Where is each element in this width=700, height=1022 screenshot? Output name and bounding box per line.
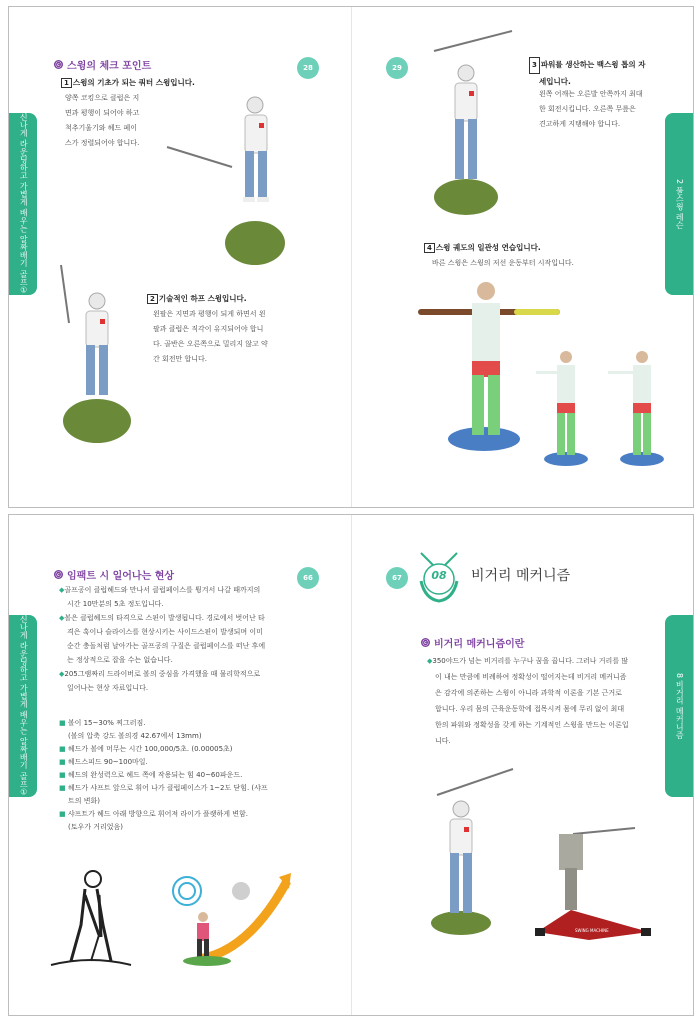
- page-number-left: 28: [297, 57, 319, 79]
- text-line: 견고하게 지탱해야 합니다.: [539, 120, 621, 128]
- chapter-number: 08: [431, 569, 447, 582]
- swing-plane-practice-photo: [414, 275, 684, 467]
- text-line: 팔과 클럽은 직각이 유지되어야 합니: [153, 325, 264, 333]
- page-fold: [351, 7, 352, 507]
- section-title: [54, 57, 151, 72]
- text-line: 는 정상적으로 잡을 수는 없습니다.: [67, 656, 173, 664]
- right-section-title: [421, 635, 524, 650]
- page-number-right: 29: [386, 57, 408, 79]
- text-line: 한의 파워와 정확성을 갖게 하는 기계적인 스윙을 만드는 이론입: [435, 721, 629, 729]
- text-line: 스가 정렬되어야 합니다.: [65, 139, 140, 147]
- square-bullet-icon: ■: [59, 745, 66, 753]
- item2-title: [147, 293, 247, 304]
- text-line: 시간 10만분의 5초 정도입니다.: [67, 600, 164, 608]
- item3-title: [529, 57, 646, 89]
- golfer-distance-photo: [417, 763, 527, 938]
- text-line: 간 회전만 합니다.: [153, 355, 208, 363]
- golfer-impact-sketch: [41, 865, 141, 970]
- page-number-left: 66: [297, 567, 319, 589]
- text-line: 헤드의 완성력으로 헤드 쪽에 작용되는 힘 40~60파운드.: [67, 771, 243, 779]
- item1-title: [61, 77, 195, 88]
- left-chapter-tab: 신나게 라운딩하고 가볍게 배우는 알짜배기 골프①: [9, 113, 37, 295]
- text-line: 트의 변화): [68, 797, 101, 805]
- machine-label: SWING MACHINE: [575, 928, 609, 933]
- text-line: 헤드스피드 90~100마일.: [67, 758, 148, 766]
- chapter-title: 비거리 메커니즘: [471, 568, 571, 584]
- text-line: 왼쪽 어깨는 오른발 안쪽까지 최대: [539, 90, 643, 98]
- diamond-icon: ◆: [59, 670, 65, 678]
- golfer-half-swing-photo: [49, 263, 149, 443]
- ball-flight-illustration: [159, 867, 294, 967]
- text-line: 골프공이 클럽헤드와 만나서 클럽페이스를 튕겨서 나갈 때까지의: [64, 586, 261, 594]
- text-line: 면과 평행이 되어야 하고: [65, 109, 140, 117]
- section-title-text: 임팩트 시 일어나는 현상: [67, 571, 175, 582]
- section-title-text: 스윙의 체크 포인트: [67, 61, 152, 72]
- text-line: 한 회전시킵니다. 오른쪽 무릎은: [539, 105, 636, 113]
- fact-item: [59, 743, 268, 756]
- text-line: 헤드가 볼에 머무는 시간 100,000/5초. (0.00005초): [67, 745, 233, 753]
- item1-body: [65, 91, 139, 151]
- square-bullet-icon: ■: [59, 771, 66, 779]
- item3-body: [539, 87, 643, 132]
- fact-item: [59, 782, 268, 795]
- swing-machine-photo: [529, 820, 659, 950]
- item1-number: 1: [61, 78, 72, 88]
- golfer-backswing-top-photo: [414, 25, 524, 215]
- item4-title: [424, 242, 541, 253]
- item4-title-text: 스윙 궤도의 일관성 연습입니다.: [435, 243, 541, 252]
- section-title: [54, 567, 174, 582]
- text-line: 양쪽 코킹으로 클럽은 지: [65, 94, 140, 102]
- text-line: 은 감각에 의존하는 스윙이 아니라 과학적 이론을 기본 근거로: [435, 689, 622, 697]
- bullet-item: [59, 583, 265, 611]
- right-chapter-tab: 2 풀스윙 레슨: [665, 113, 693, 295]
- text-line: 척추기울기와 헤드 페이: [65, 124, 138, 132]
- bullet-item: [59, 667, 265, 695]
- text-line: 샤프트가 헤드 아래 방향으로 휘어져 라이가 플랫하게 변함.: [67, 810, 248, 818]
- section-title-text: 비거리 메커니즘이란: [434, 639, 525, 650]
- text-line: (토우가 거리었음): [68, 823, 124, 831]
- text-line: 205그램짜리 드라이버로 볼의 중심을 가격했을 때 물리학적으로: [64, 670, 261, 678]
- item3-title-line: 파워를 생산하는 백스윙 톱의 자: [540, 60, 646, 69]
- impact-facts: [59, 717, 268, 834]
- text-line: 일어나는 현상 자료입니다.: [67, 684, 149, 692]
- text-line: (볼의 압축 강도 볼의경 42.67에서 13mm): [68, 732, 202, 740]
- left-chapter-tab: 신나게 라운딩하고 가볍게 배우는 알짜배기 골프①: [9, 615, 37, 797]
- diamond-icon: ◆: [59, 586, 65, 594]
- text-line: 350야드가 넘는 비거리를 누구나 꿈을 꿉니다. 그러나 거리를 많: [432, 657, 629, 665]
- bottom-spread: [8, 514, 694, 1016]
- text-line: 바른 스윙은 스윙의 저선 운동부터 시작입니다.: [432, 259, 574, 267]
- text-line: 왼팔은 지면과 평행이 되게 하면서 왼: [153, 310, 266, 318]
- section-bullet-icon: ⓒ: [422, 640, 429, 647]
- right-chapter-tab: 8 비거리 메커니즘: [665, 615, 693, 797]
- section-bullet-icon: ⓒ: [55, 572, 62, 579]
- fact-item: [59, 808, 268, 821]
- text-line: 격은 훅이나 슬라이스를 현상시키는 사이드스핀이 발생되며 이미: [67, 628, 263, 636]
- item4-number: 4: [424, 243, 435, 253]
- item3-number: 3: [529, 57, 540, 74]
- square-bullet-icon: ■: [59, 810, 66, 818]
- square-bullet-icon: ■: [59, 719, 66, 727]
- top-spread: [8, 6, 694, 508]
- diamond-icon: ◆: [59, 614, 65, 622]
- bullet-item: [59, 611, 265, 667]
- square-bullet-icon: ■: [59, 758, 66, 766]
- item2-number: 2: [147, 294, 158, 304]
- text-line: 니다.: [435, 737, 451, 745]
- page-fold: [351, 515, 352, 1015]
- text-line: 다. 골반은 오른쪽으로 밀리지 않고 약: [153, 340, 268, 348]
- impact-bullets: [59, 583, 265, 695]
- text-line: 순간 충돌처럼 날아가는 골프공의 구질은 클럽페이스를 떠난 후에: [67, 642, 266, 650]
- item1-title-text: 스윙의 기초가 되는 쿼터 스윙입니다.: [72, 78, 195, 87]
- section-bullet-icon: ⓒ: [55, 62, 62, 69]
- fact-item: [59, 756, 268, 769]
- golfer-quarter-swing-photo: [157, 95, 297, 265]
- text-line: 이 내는 만큼에 비례하여 정확성이 떨어지는데 비거리 메커니즘: [435, 673, 627, 681]
- fact-item: [59, 769, 268, 782]
- item4-body: [432, 256, 574, 271]
- fact-item: [59, 717, 268, 730]
- text-line: 볼이 15~30% 찌그러짐.: [67, 719, 146, 727]
- item2-body: [153, 307, 268, 367]
- item2-title-text: 기술적인 하프 스윙입니다.: [158, 294, 247, 303]
- text-line: 합니다. 우리 몸의 근육운동학에 접목시켜 몸에 무리 없이 최대: [435, 705, 625, 713]
- square-bullet-icon: ■: [59, 784, 66, 792]
- text-line: 볼은 클럽헤드의 타격으로 스핀이 발생됩니다. 경로에서 벗어난 타: [64, 614, 265, 622]
- page-number-right: 67: [386, 567, 408, 589]
- item3-title-line: 세입니다.: [539, 77, 571, 86]
- right-section-body: [427, 653, 629, 749]
- text-line: 헤드가 샤프트 앞으로 휘어 나가 클럽페이스가 1~2도 닫힘. (샤프: [67, 784, 268, 792]
- diamond-icon: ◆: [427, 657, 433, 665]
